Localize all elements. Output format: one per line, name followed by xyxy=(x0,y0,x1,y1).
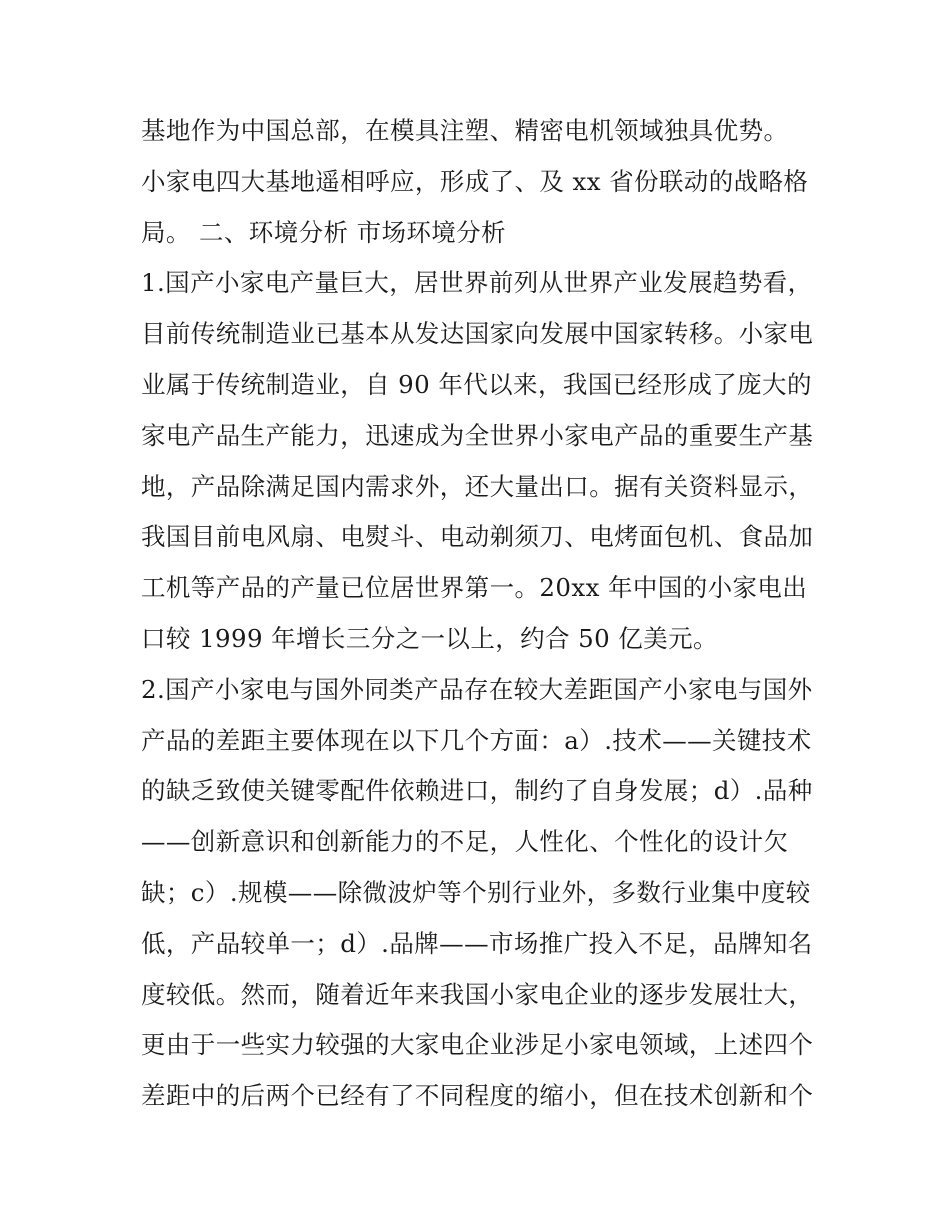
body-text xyxy=(141,106,821,1122)
text-line: 基地作为中国总部，在模具注塑、精密电机领域独具优势。 xyxy=(141,116,789,145)
text-line: 低，产品较单一；d）.品牌——市场推广投入不足，品牌知名 xyxy=(141,928,813,958)
text-line: 缺；c）.规模——除微波炉等个别行业外，多数行业集中度较 xyxy=(141,877,811,907)
text-line: 差距中的后两个已经有了不同程度的缩小，但在技术创新和个 xyxy=(141,1081,814,1111)
text-line: 口较 1999 年增长三分之一以上，约合 50 亿美元。 xyxy=(141,623,718,653)
text-line: 目前传统制造业已基本从发达国家向发展中国家转移。小家电 xyxy=(141,319,814,349)
text-line: 2.国产小家电与国外同类产品存在较大差距国产小家电与国外 xyxy=(141,674,813,704)
text-line: 工机等产品的产量已位居世界第一。20xx 年中国的小家电出 xyxy=(141,573,808,603)
text-line: 我国目前电风扇、电熨斗、电动剃须刀、电烤面包机、食品加 xyxy=(141,522,814,552)
text-line: 产品的差距主要体现在以下几个方面：a）.技术——关键技术 xyxy=(141,725,812,755)
text-line: 局。 二、环境分析 市场环境分析 xyxy=(141,217,506,247)
text-line: 家电产品生产能力，迅速成为全世界小家电产品的重要生产基 xyxy=(141,420,814,450)
text-line: 小家电四大基地遥相呼应，形成了、及 xx 省份联动的战略格 xyxy=(141,166,809,196)
text-line: 地，产品除满足国内需求外，还大量出口。据有关资料显示， xyxy=(141,471,814,501)
text-line: 度较低。然而，随着近年来我国小家电企业的逐步发展壮大， xyxy=(141,979,814,1009)
text-line: 1.国产小家电产量巨大，居世界前列从世界产业发展趋势看， xyxy=(141,268,813,298)
text-line: 的缺乏致使关键零配件依赖进口，制约了自身发展；d）.品种 xyxy=(141,776,813,806)
text-line: 业属于传统制造业，自 90 年代以来，我国已经形成了庞大的 xyxy=(141,369,812,399)
text-line: ——创新意识和创新能力的不足，人性化、个性化的设计欠 xyxy=(141,827,789,857)
text-line: 更由于一些实力较强的大家电企业涉足小家电领域，上述四个 xyxy=(141,1030,814,1060)
